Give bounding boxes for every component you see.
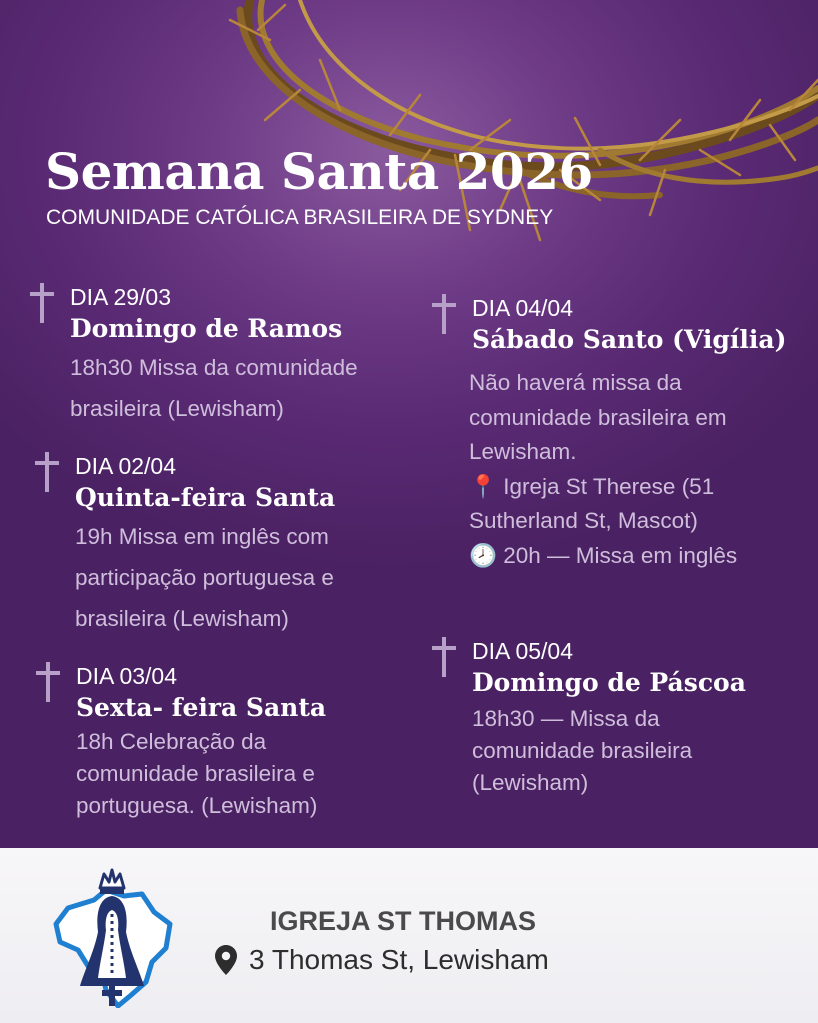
- description-line: participação portuguesa e: [75, 565, 334, 590]
- day-date: DIA 04/04: [472, 295, 574, 321]
- day-description: [75, 516, 335, 639]
- description-line: comunidade brasileira e: [76, 761, 315, 786]
- description-line: brasileira (Lewisham): [75, 606, 289, 631]
- cross-icon: [30, 283, 54, 323]
- description-line: Lewisham.: [469, 439, 577, 464]
- day-date: DIA 02/04: [75, 453, 177, 479]
- cross-icon: [432, 637, 456, 677]
- day-date: DIA 03/04: [76, 663, 178, 689]
- map-pin-icon: [215, 945, 237, 975]
- church-name: IGREJA ST THOMAS: [270, 906, 537, 936]
- day-name: Sexta- feira Santa: [76, 693, 327, 722]
- address-row: [215, 944, 549, 976]
- description-line: brasileira (Lewisham): [70, 396, 284, 421]
- cross-icon: [36, 662, 60, 702]
- day-name: Domingo de Páscoa: [472, 668, 746, 697]
- church-address: 3 Thomas St, Lewisham: [249, 944, 549, 975]
- day-description: [70, 347, 358, 429]
- day-description: [76, 726, 326, 822]
- description-line: 18h Celebração da: [76, 729, 267, 754]
- description-line: 19h Missa em inglês com: [75, 524, 329, 549]
- day-date: DIA 29/03: [70, 284, 172, 310]
- location-line: 📍 Igreja St Therese (51: [469, 470, 786, 505]
- description-line: 18h30 Missa da comunidade: [70, 355, 358, 380]
- map-pin-emoji-icon: 📍: [469, 473, 498, 499]
- day-name: Domingo de Ramos: [70, 314, 343, 343]
- description-line: comunidade brasileira: [472, 738, 693, 763]
- description-line: 18h30 — Missa da: [472, 706, 660, 731]
- day-entry-05-04: [472, 637, 746, 799]
- description-line: portuguesa. (Lewisham): [76, 793, 318, 818]
- cross-icon: [432, 294, 456, 334]
- page-subtitle: COMUNIDADE CATÓLICA BRASILEIRA DE SYDNEY: [46, 206, 554, 229]
- our-lady-aparecida-logo-icon: [48, 866, 176, 1008]
- day-entry-29-03: [70, 283, 358, 429]
- location-line: Sutherland St, Mascot): [469, 508, 698, 533]
- time-line: 🕗 20h — Missa em inglês: [469, 539, 786, 574]
- cross-icon: [35, 452, 59, 492]
- day-entry-04-04: [469, 294, 787, 573]
- description-line: comunidade brasileira em: [469, 404, 727, 430]
- day-entry-03-04: [76, 662, 326, 822]
- clock-icon: 🕗: [469, 542, 498, 568]
- day-entry-02-04: [75, 452, 335, 639]
- page-title: Semana Santa 2026: [45, 142, 593, 201]
- description-line: Não haverá missa da: [469, 370, 682, 395]
- day-date: DIA 05/04: [472, 638, 574, 664]
- day-description: [472, 703, 746, 799]
- day-name: Quinta-feira Santa: [75, 483, 336, 512]
- day-description: [469, 366, 786, 573]
- day-name: Sábado Santo (Vigília): [472, 325, 787, 354]
- description-line: (Lewisham): [472, 770, 589, 795]
